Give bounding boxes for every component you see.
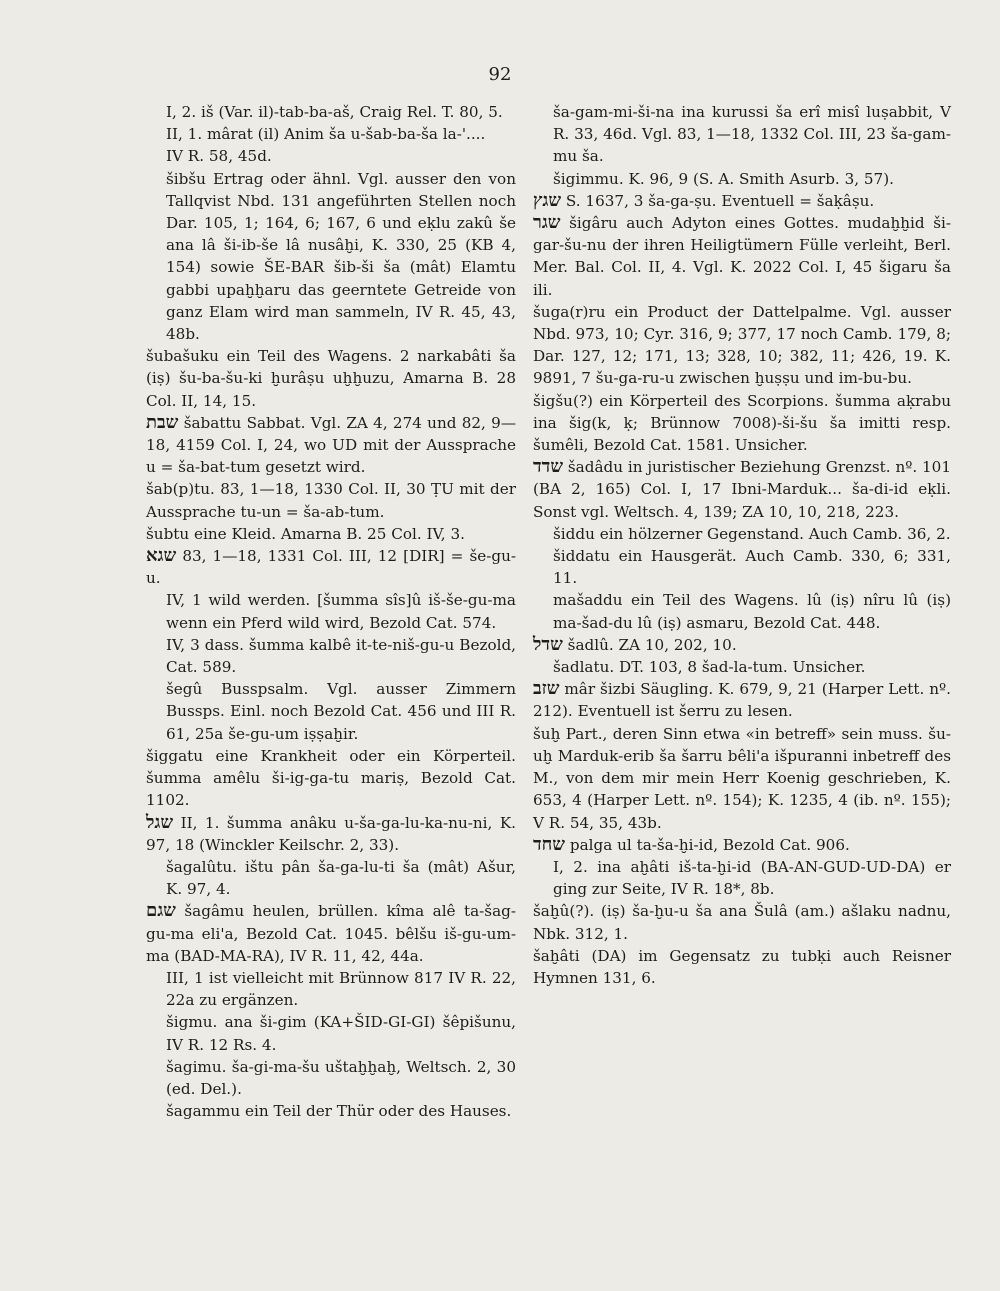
dictionary-entry (533, 523, 951, 545)
entry-text: II, 1. mârat (il) Anim ša u-šab-ba-ša la-'.... (166, 125, 486, 144)
right-column (533, 101, 951, 989)
dictionary-entry (146, 856, 516, 900)
entry-text: šagâmu heulen, brüllen. kîma alê ta-šag-gu-ma eli'a, Bezold Cat. 1045. bêlšu iš-gu-um-ma (BAD-MA-RA), IV R. 11, 42, 44a. (146, 902, 517, 965)
entry-text: šigšu(?) ein Körperteil des Scorpions. šumma aḳrabu ina šig(k, ḳ; Brünnow 7008)-ši-šu ša imitti resp. šumêli, Bezold Cat. 1581. Unsicher. (533, 391, 951, 455)
dictionary-entry (146, 900, 516, 967)
entry-text: šuḫ Part., deren Sinn etwa «in betreff» sein muss. šu-uḫ Marduk-erib ša šarru bêli'a išpuranni inbetreff des M., von dem mir mein Herr Koenig geschrieben, K. 653, 4 (Harper Lett. nº. 154); K. 1235, 4 (ib. nº. 155); V R. 54, 35, 43b. (533, 724, 951, 832)
entry-text: šubtu eine Kleid. Amarna B. 25 Col. IV, 3. (146, 524, 465, 543)
entry-text: šigâru auch Adyton eines Gottes. mudaḫḫid ši-gar-šu-nu der ihren Heiligtümern Fülle verleiht, Berl. Mer. Bal. Col. II, 4. Vgl. K. 2022 Col. I, 45 šigaru ša ili. (533, 214, 952, 299)
entry-text: šadlû. ZA 10, 202, 10. (567, 635, 737, 654)
entry-text: mašaddu ein Teil des Wagens. lû (iṣ) nîru lû (iṣ) ma-šad-du lû (iṣ) asmaru, Bezold Cat. 448. (553, 591, 951, 632)
dictionary-entry (146, 1056, 516, 1100)
dictionary-entry (533, 834, 951, 856)
hebrew-root: שבת (146, 411, 179, 433)
entry-text: šabattu Sabbat. Vgl. ZA 4, 274 und 82, 9—18, 4159 Col. I, 24, wo UD mit der Aussprache u = ša-bat-tum gesetzt wird. (146, 413, 517, 477)
dictionary-entry (533, 301, 951, 390)
entry-text: 83, 1—18, 1331 Col. III, 12 [DIR] = še-gu-u. (146, 547, 517, 588)
dictionary-entry (533, 545, 951, 589)
dictionary-entry (533, 190, 951, 212)
dictionary-entry (146, 812, 516, 856)
entry-text: IV, 3 dass. šumma kalbê it-te-niš-gu-u Bezold, Cat. 589. (166, 635, 516, 677)
entry-text: šagimu. ša-gi-ma-šu uštaḫḫaḫ, Weltsch. 2, 30 (ed. Del.). (166, 1057, 516, 1098)
entry-text: šiddu ein hölzerner Gegenstand. Auch Camb. 36, 2. (553, 524, 951, 543)
dictionary-entry (533, 456, 951, 523)
dictionary-entry (533, 723, 951, 834)
dictionary-entry (146, 678, 516, 745)
entry-text: šiggatu eine Krankheit oder ein Körperteil. šumma amêlu ši-ig-ga-tu mariṣ, Bezold Cat. 1102. (146, 746, 516, 810)
hebrew-root: שגר (533, 212, 561, 234)
dictionary-entry (146, 745, 516, 812)
dictionary-entry (533, 589, 951, 633)
dictionary-entry (533, 101, 951, 168)
entry-text: III, 1 ist vielleicht mit Brünnow 817 IV R. 22, 22a zu ergänzen. (166, 968, 516, 1010)
entry-text: šadâdu in juristischer Beziehung Grenzst. nº. 101 (BA 2, 165) Col. I, 17 Ibni-Marduk... ša-di-id eḳli. Sonst vgl. Weltsch. 4, 139; ZA 10, 10, 218, 223. (533, 458, 952, 521)
dictionary-entry (533, 212, 951, 301)
entry-text: II, 1. šumma anâku u-ša-ga-lu-ka-nu-ni, K. 97, 18 (Winckler Keilschr. 2, 33). (146, 813, 517, 854)
dictionary-entry (533, 945, 951, 989)
dictionary-entry (146, 523, 516, 545)
entry-text: šaḫû(?). (iṣ) ša-ḫu-u ša ana Šulâ (am.) ašlaku nadnu, Nbk. 312, 1. (533, 902, 951, 943)
dictionary-entry (146, 168, 516, 346)
left-column (146, 101, 516, 1122)
entry-text: šadlatu. DT. 103, 8 šad-la-tum. Unsicher. (553, 658, 866, 677)
dictionary-entry (533, 634, 951, 656)
dictionary-entry (533, 168, 951, 190)
entry-text: šegû Busspsalm. Vgl. ausser Zimmern Bussps. Einl. noch Bezold Cat. 456 und III R. 61, 25a še-gu-um iṣṣaḫir. (166, 680, 516, 743)
hebrew-root: שחד (533, 833, 566, 855)
entry-text: šigmu. ana ši-gim (KA+ŠID-GI-GI) šêpišunu, IV R. 12 Rs. 4. (166, 1013, 516, 1054)
hebrew-root: שזב (533, 678, 560, 700)
dictionary-entry (146, 545, 516, 589)
entry-text: I, 2. ina aḫâti iš-ta-ḫi-id (BA-AN-GUD-UD-DA) er ging zur Seite, IV R. 18*, 8b. (553, 857, 951, 899)
dictionary-entry (146, 1011, 516, 1055)
entry-text: šagalûtu. ištu pân ša-ga-lu-ti ša (mât) Ašur, K. 97, 4. (166, 857, 516, 899)
entry-text: S. 1637, 3 ša-ga-ṣu. Eventuell = šaḳâṣu. (565, 191, 875, 210)
dictionary-entry (533, 656, 951, 678)
entry-text: mâr šizbi Säugling. K. 679, 9, 21 (Harper Lett. nº. 212). Eventuell ist šerru zu lesen. (533, 680, 951, 721)
entry-text: šubašuku ein Teil des Wagens. 2 narkabâti ša (iṣ) šu-ba-šu-ki ḫurâṣu uḫḫuzu, Amarna B. 28 Col. II, 14, 15. (146, 347, 516, 410)
entry-text: šaḫâti (DA) im Gegensatz zu tubḳi auch Reisner Hymnen 131, 6. (533, 946, 951, 987)
hebrew-root: שדל (533, 633, 563, 655)
dictionary-entry (146, 412, 516, 479)
dictionary-entry (146, 145, 516, 167)
entry-text: palga ul ta-ša-ḫi-id, Bezold Cat. 906. (569, 835, 850, 854)
entry-text: šab(p)tu. 83, 1—18, 1330 Col. II, 30 ṬU mit der Aussprache tu-un = ša-ab-tum. (146, 480, 516, 521)
entry-text: ša-gam-mi-ši-na ina kurussi ša erî misî luṣabbit, V R. 33, 46d. Vgl. 83, 1—18, 1332 Col. III, 23 ša-gam-mu ša. (553, 103, 951, 166)
entry-text: šigimmu. K. 96, 9 (S. A. Smith Asurb. 3, 57). (553, 169, 894, 188)
hebrew-root: שגל (146, 811, 174, 833)
hebrew-root: שגץ (533, 189, 562, 211)
dictionary-entry (146, 478, 516, 522)
dictionary-entry (146, 101, 516, 123)
entry-text: šagammu ein Teil der Thür oder des Hauses. (166, 1102, 512, 1121)
page-number: 92 (488, 64, 512, 85)
dictionary-entry (533, 856, 951, 900)
dictionary-entry (146, 123, 516, 145)
entry-text: šuga(r)ru ein Product der Dattelpalme. Vgl. ausser Nbd. 973, 10; Cyr. 316, 9; 377, 17 noch Camb. 179, 8; Dar. 127, 12; 171, 13; 328, 10; 382, 11; 426, 19. K. 9891, 7 šu-ga-ru-u zwischen ḫuṣṣu und im-bu-bu. (533, 302, 951, 388)
dictionary-entry (533, 390, 951, 457)
dictionary-entry (146, 634, 516, 678)
dictionary-entry (146, 1100, 516, 1122)
dictionary-entry (146, 967, 516, 1011)
entry-text: šiddatu ein Hausgerät. Auch Camb. 330, 6; 331, 11. (553, 547, 951, 588)
entry-text: šibšu Ertrag oder ähnl. Vgl. ausser den von Tallqvist Nbd. 131 angeführten Stellen noch Dar. 105, 1; 164, 6; 167, 6 und eḳlu zakû še ana lâ ši-ib-še lâ nusâḫi, K. 330, 25 (KB 4, 154) sowie ŠE-BAR šib-ši ša (mât) Elamtu gabbi upaḫḫaru das geerntete Getreide von ganz Elam wird man sammeln, IV R. 45, 43, 48b. (166, 169, 516, 344)
hebrew-root: שגא (146, 545, 177, 567)
entry-text: IV, 1 wild werden. [šumma sîs]û iš-še-gu-ma wenn ein Pferd wild wird, Bezold Cat. 574. (166, 591, 516, 632)
dictionary-entry (533, 900, 951, 944)
entry-text: IV R. 58, 45d. (166, 147, 272, 166)
hebrew-root: שגם (146, 900, 176, 922)
hebrew-root: שדד (533, 456, 564, 478)
dictionary-entry (146, 345, 516, 412)
dictionary-entry (146, 589, 516, 633)
dictionary-entry (533, 678, 951, 722)
entry-text: I, 2. iš (Var. il)-tab-ba-aš, Craig Rel. T. 80, 5. (166, 103, 503, 121)
